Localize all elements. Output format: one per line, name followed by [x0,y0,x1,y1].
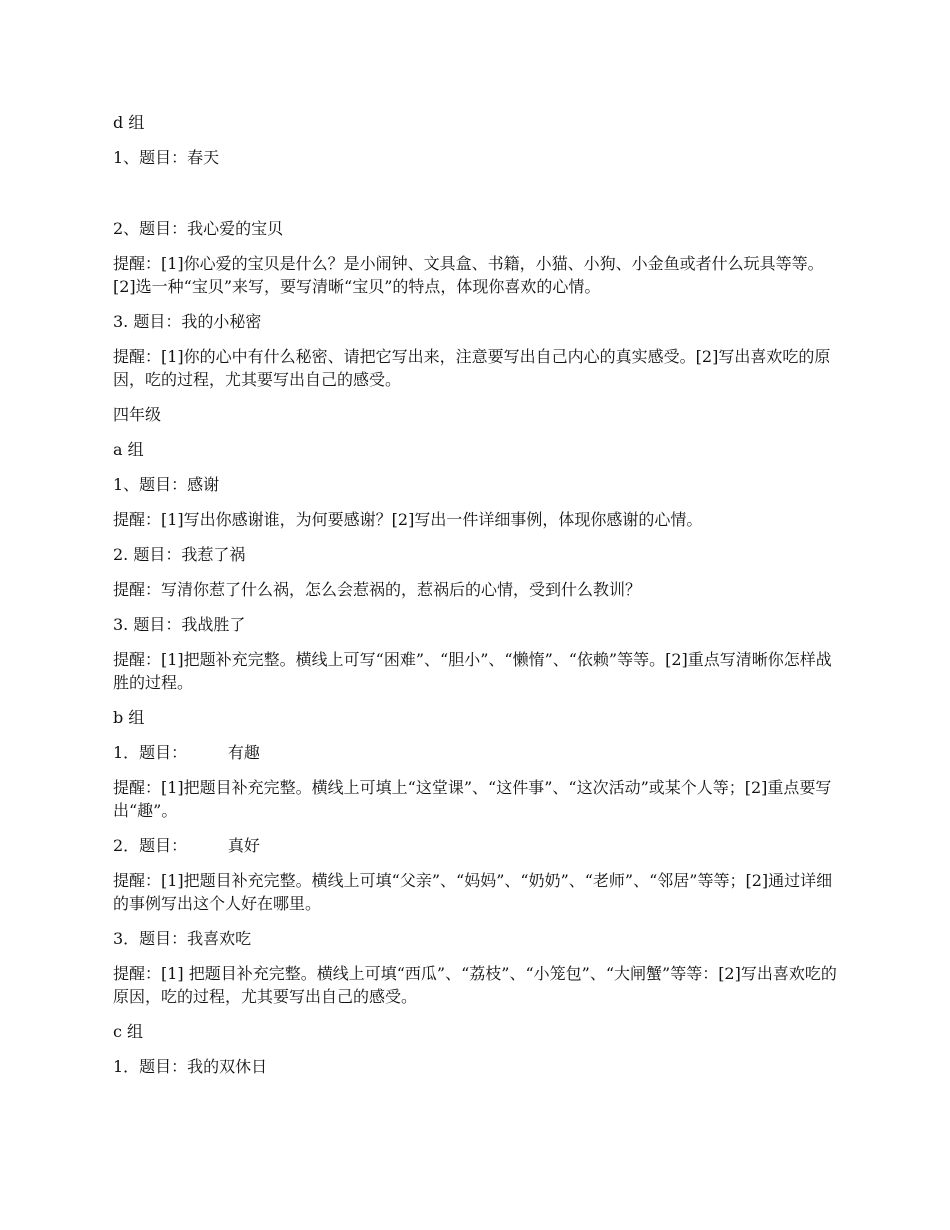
topic-treasure: 2、题目：我心爱的宝贝 [113,219,284,238]
hint-secret: 提醒：[1]你的心中有什么秘密、请把它写出来，注意要写出自己内心的真实感受。[2]写出喜欢吃的原因，吃的过程，尤其要写出自己的感受。 [113,347,831,389]
hint-trouble: 提醒：写清你惹了什么祸，怎么会惹祸的，惹祸后的心情，受到什么教训？ [113,580,642,599]
spacer [113,857,838,869]
topic-spring: 1、题目：春天 [113,148,220,167]
group-heading-c: c 组 [113,1022,144,1041]
group-heading-d: d 组 [113,113,145,132]
spacer [113,531,838,543]
topic-good: 2．题目： 真好 [113,836,260,855]
topic-thanks: 1、题目：感谢 [113,475,220,494]
hint-treasure: 提醒：[1]你心爱的宝贝是什么？是小闹钟、文具盒、书籍，小猫、小狗、小金鱼或者什么玩具等等。[2]选一种“宝贝”来写，要写清晰“宝贝”的特点，体现你喜欢的心情。 [113,254,824,296]
spacer [113,461,838,473]
spacer [113,496,838,508]
spacer [113,566,838,578]
spacer [113,298,838,310]
spacer [113,169,838,217]
spacer [113,694,838,706]
group-heading-a: a 组 [113,440,144,459]
spacer [113,764,838,776]
grade-heading: 四年级 [113,405,162,424]
document-body [113,111,838,1078]
spacer [113,915,838,927]
spacer [113,1043,838,1055]
topic-like-eat: 3．题目：我喜欢吃 [113,929,252,948]
spacer [113,333,838,345]
group-heading-b: b 组 [113,708,145,727]
hint-thanks: 提醒：[1]写出你感谢谁，为何要感谢？[2]写出一件详细事例，体现你感谢的心情。 [113,510,703,529]
hint-interesting: 提醒：[1]把题目补充完整。横线上可填上“这堂课”、“这件事”、“这次活动”或某个人等；[2]重点要写出“趣”。 [113,778,832,820]
spacer [113,950,838,962]
topic-trouble: 2. 题目：我惹了祸 [113,545,246,564]
hint-good: 提醒：[1]把题目补充完整。横线上可填“父亲”、“妈妈”、“奶奶”、“老师”、“邻居”等等；[2]通过详细的事例写出这个人好在哪里。 [113,871,833,913]
spacer [113,729,838,741]
spacer [113,391,838,403]
topic-interesting: 1．题目： 有趣 [113,743,260,762]
spacer [113,636,838,648]
hint-like-eat: 提醒：[1] 把题目补充完整。横线上可填“西瓜”、“荔枝”、“小笼包”、“大闸蟹”等等：[2]写出喜欢吃的原因，吃的过程，尤其要写出自己的感受。 [113,964,837,1006]
spacer [113,134,838,146]
spacer [113,822,838,834]
spacer [113,240,838,252]
spacer [113,426,838,438]
topic-secret: 3. 题目：我的小秘密 [113,312,262,331]
spacer [113,1008,838,1020]
hint-overcame: 提醒：[1]把题补充完整。横线上可写“困难”、“胆小”、“懒惰”、“依赖”等等。[2]重点写清晰你怎样战胜的过程。 [113,650,832,692]
spacer [113,601,838,613]
topic-weekend: 1．题目：我的双休日 [113,1057,268,1076]
topic-overcame: 3. 题目：我战胜了 [113,615,246,634]
